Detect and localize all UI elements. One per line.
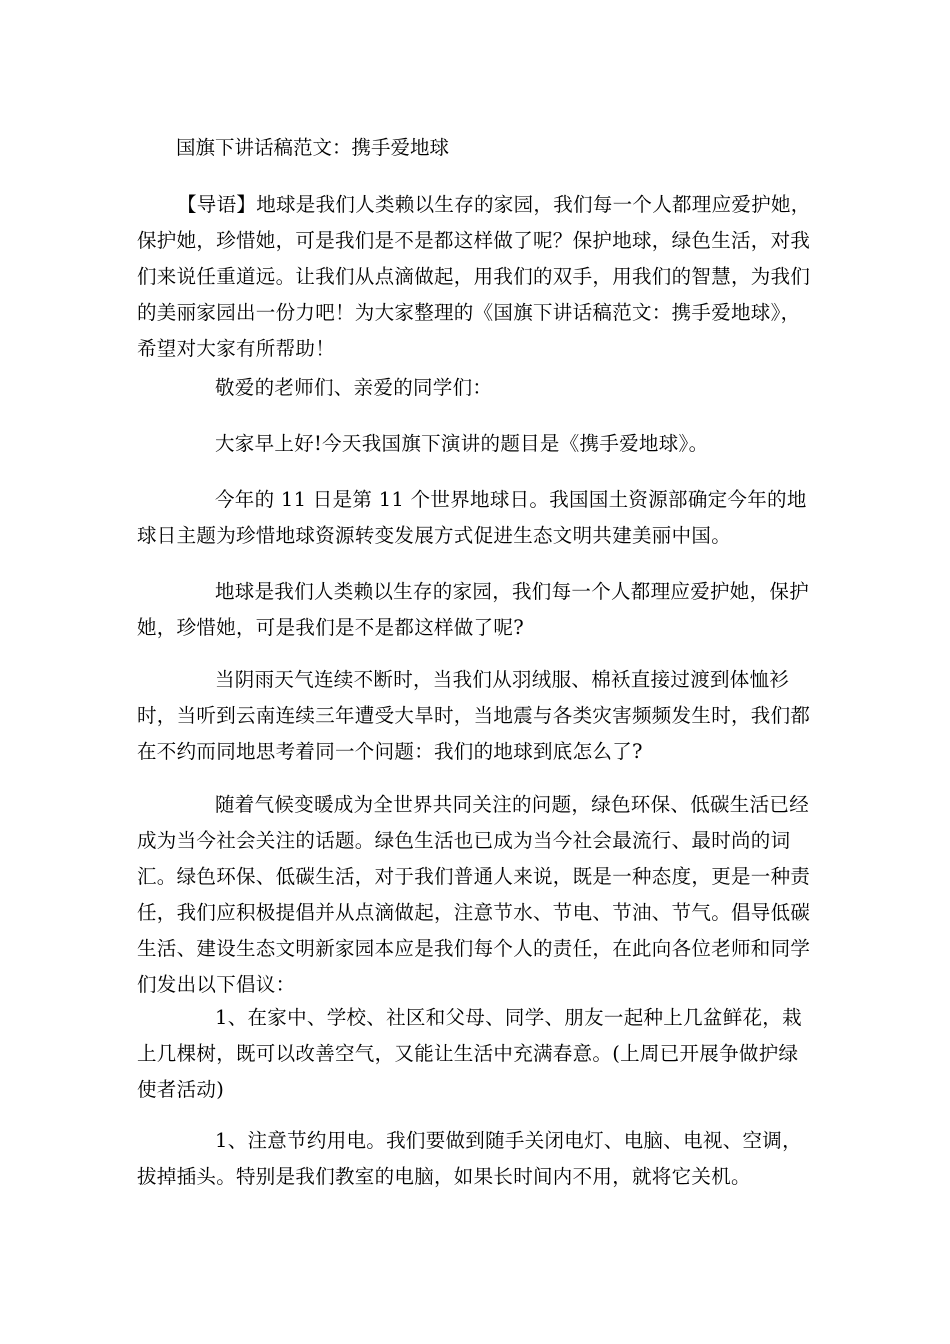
proposal-item-1: 1、在家中、学校、社区和父母、同学、朋友一起种上几盆鲜花，栽上几棵树，既可以改善空气，又能让生活中充满春意。(上周已开展争做护绿使者活动)	[137, 1006, 802, 1101]
earth-day-paragraph: 今年的 11 日是第 11 个世界地球日。我国国土资源部确定今年的地球日主题为珍惜地球资源转变发展方式促进生态文明共建美丽中国。	[137, 488, 807, 547]
climate-question-paragraph: 当阴雨天气连续不断时，当我们从羽绒服、棉袄直接过渡到体恤衫时，当听到云南连续三年遭受大旱时，当地震与各类灾害频频发生时，我们都在不约而同地思考着同一个问题：我们的地球到底怎么了?	[137, 668, 811, 763]
salutation-paragraph: 敬爱的老师们、亲爱的同学们：	[215, 376, 493, 399]
low-carbon-paragraph: 随着气候变暖成为全世界共同关注的问题，绿色环保、低碳生活已经成为当今社会关注的话题。绿色生活也已成为当今社会最流行、最时尚的词汇。绿色环保、低碳生活，对于我们普通人来说，既是一种态度，更是一种责任，我们应积极提倡并从点滴做起，注意节水、节电、节油、节气。倡导低碳生活、建设生态文明新家园本应是我们每个人的责任，在此向各位老师和同学们发出以下倡议：	[137, 793, 811, 996]
intro-paragraph: 【导语】地球是我们人类赖以生存的家园，我们每一个人都理应爱护她，保护她，珍惜她，可是我们是不是都这样做了呢？保护地球，绿色生活，对我们来说任重道远。让我们从点滴做起，用我们的双手，用我们的智慧，为我们的美丽家园出一份力吧！为大家整理的《国旗下讲话稿范文：携手爱地球》，希望对大家有所帮助！	[137, 193, 811, 360]
proposal-item-2: 1、注意节约用电。我们要做到随手关闭电灯、电脑、电视、空调，拔掉插头。特别是我们教室的电脑，如果长时间内不用，就将它关机。	[137, 1129, 802, 1188]
home-paragraph: 地球是我们人类赖以生存的家园，我们每一个人都理应爱护她，保护她，珍惜她，可是我们是不是都这样做了呢?	[137, 580, 810, 639]
greeting-paragraph: 大家早上好!今天我国旗下演讲的题目是《携手爱地球》。	[215, 432, 709, 455]
document-title: 国旗下讲话稿范文：携手爱地球	[176, 136, 450, 159]
